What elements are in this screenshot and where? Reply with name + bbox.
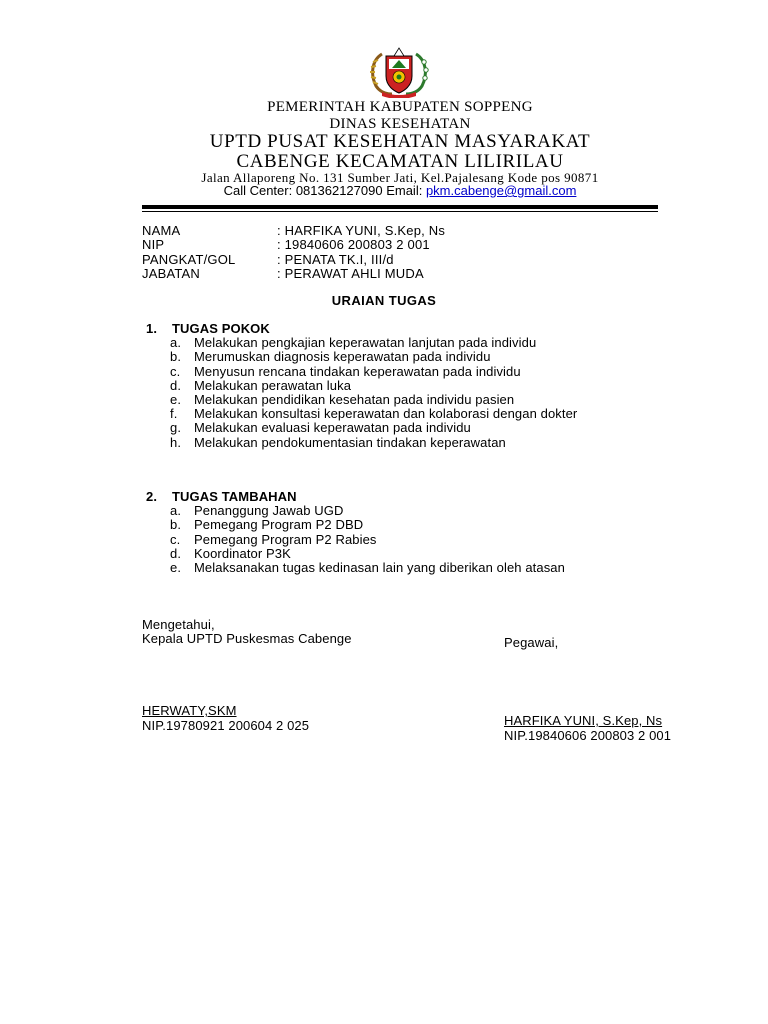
item-letter: c. (170, 363, 181, 379)
section-heading (146, 322, 577, 336)
identity-row-nama (142, 224, 445, 238)
item-letter: a. (170, 503, 182, 519)
item-letter: a. (170, 335, 182, 351)
item-text: Menyusun rencana tindakan keperawatan pada individu (194, 363, 521, 379)
item-letter: b. (170, 517, 182, 533)
identity-value: : PERAWAT AHLI MUDA (277, 266, 424, 282)
item-letter: h. (170, 434, 182, 450)
sig-right-nip: NIP.19840606 200803 2 001 (504, 728, 672, 743)
list-item (146, 533, 565, 547)
identity-label: PANGKAT/GOL (142, 251, 236, 267)
item-letter: b. (170, 349, 182, 365)
sig-left-name: HERWATY,SKM (142, 703, 237, 718)
list-item (146, 504, 565, 518)
email-link[interactable]: pkm.cabenge@gmail.com (425, 183, 577, 198)
kop-uptd: UPTD PUSAT KESEHATAN MASYARAKAT (209, 131, 591, 152)
list-item (146, 393, 577, 407)
item-letter: e. (170, 392, 182, 408)
list-item (146, 561, 565, 575)
kop-kecamatan: CABENGE KECAMATAN LILIRILAU (236, 151, 564, 172)
kabupaten-emblem-icon (366, 46, 432, 98)
sig-left-position: Kepala UPTD Puskesmas Cabenge (142, 631, 352, 646)
identity-label: NIP (142, 237, 165, 253)
kop-contact (140, 183, 660, 198)
sig-left-mengetahui: Mengetahui, (142, 617, 215, 632)
sig-left-nip: NIP.19780921 200604 2 025 (142, 718, 310, 733)
list-item (146, 407, 577, 421)
item-text: Melaksanakan tugas kedinasan lain yang diberikan oleh atasan (194, 560, 565, 576)
identity-row-jabatan (142, 267, 445, 281)
section-tugas-pokok (146, 322, 577, 450)
identity-value: : 19840606 200803 2 001 (277, 237, 430, 253)
identity-row-pangkat (142, 253, 445, 267)
header-divider-thick (142, 205, 658, 209)
kop-pemerintah: PEMERINTAH KABUPATEN SOPPENG (267, 99, 533, 115)
list-item (146, 336, 577, 350)
list-item (146, 365, 577, 379)
header-divider-thin (142, 211, 658, 212)
kop-address: Jalan Allaporeng No. 131 Sumber Jati, Kel.Pajalesang Kode pos 90871 (201, 170, 599, 185)
item-text: Melakukan perawatan luka (194, 377, 352, 393)
sig-right-pegawai: Pegawai, (504, 635, 559, 650)
section-heading-text: TUGAS POKOK (172, 321, 270, 336)
item-text: Pemegang Program P2 Rabies (194, 531, 377, 547)
item-letter: e. (170, 560, 182, 576)
item-letter: g. (170, 420, 182, 436)
item-text: Melakukan evaluasi keperawatan pada individu (194, 420, 471, 436)
list-item (146, 350, 577, 364)
section-heading (146, 490, 565, 504)
identity-label: NAMA (142, 223, 181, 238)
employee-identity (142, 224, 445, 282)
identity-row-nip (142, 238, 445, 252)
sig-right-name: HARFIKA YUNI, S.Kep, Ns (504, 713, 663, 728)
section-number: 2. (146, 489, 158, 504)
list-item (146, 379, 577, 393)
list-item (146, 421, 577, 435)
document-title: URAIAN TUGAS (331, 293, 437, 308)
identity-label: JABATAN (142, 266, 200, 282)
item-letter: c. (170, 531, 181, 547)
list-item (146, 547, 565, 561)
section-heading-text: TUGAS TAMBAHAN (172, 489, 297, 504)
item-letter: f. (170, 406, 178, 422)
item-text: Melakukan pengkajian keperawatan lanjutan pada individu (194, 335, 537, 351)
item-text: Melakukan konsultasi keperawatan dan kolaborasi dengan dokter (194, 406, 578, 422)
item-text: Penanggung Jawab UGD (194, 503, 344, 519)
item-text: Melakukan pendokumentasian tindakan keperawatan (194, 434, 506, 450)
identity-value: : HARFIKA YUNI, S.Kep, Ns (277, 223, 446, 238)
section-number: 1. (146, 321, 158, 336)
kop-dinas: DINAS KESEHATAN (329, 116, 471, 132)
item-letter: d. (170, 545, 182, 561)
item-text: Melakukan pendidikan kesehatan pada individu pasien (194, 392, 515, 408)
item-text: Pemegang Program P2 DBD (194, 517, 364, 533)
section-tugas-tambahan (146, 490, 565, 575)
list-item (146, 436, 577, 450)
item-text: Merumuskan diagnosis keperawatan pada individu (194, 349, 491, 365)
list-item (146, 518, 565, 532)
call-center-text: Call Center: 081362127090 Email: (223, 183, 426, 198)
item-text: Koordinator P3K (194, 545, 291, 561)
item-letter: d. (170, 377, 182, 393)
identity-value: : PENATA TK.I, III/d (277, 251, 394, 267)
